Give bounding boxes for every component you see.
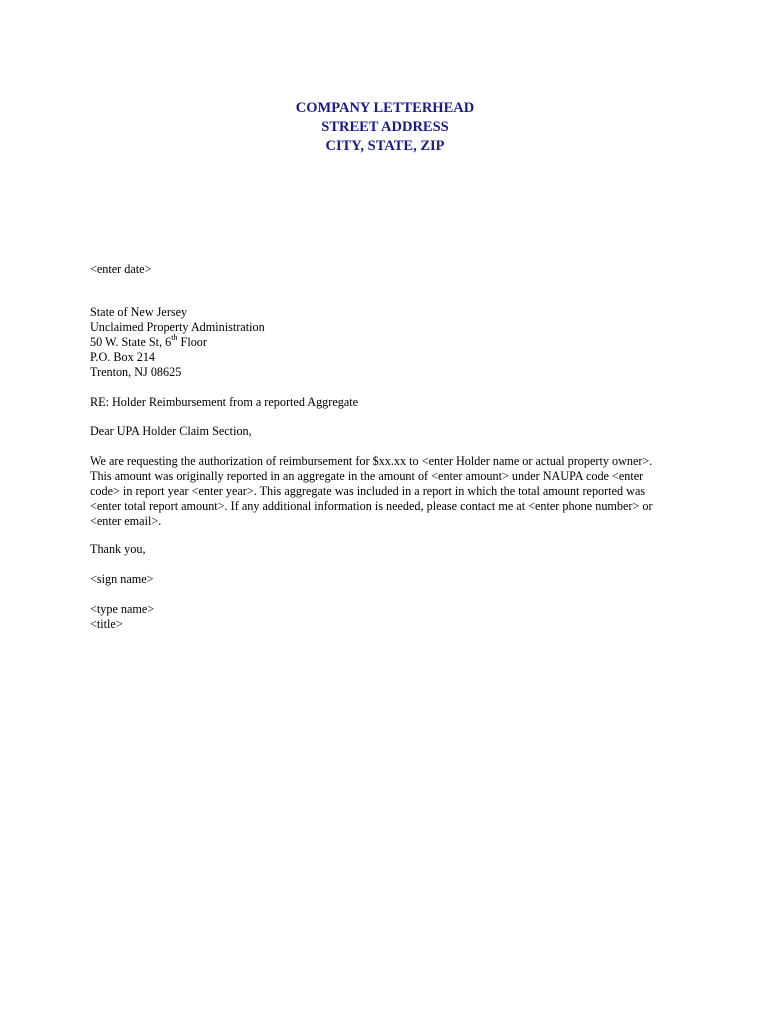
letterhead [0, 99, 770, 156]
salutation: Dear UPA Holder Claim Section, [90, 424, 252, 438]
closing: Thank you, [90, 542, 146, 556]
subject-line: RE: Holder Reimbursement from a reported Aggregate [90, 395, 359, 409]
letterhead-company: COMPANY LETTERHEAD [295, 100, 475, 116]
recipient-department: Unclaimed Property Administration [90, 320, 265, 334]
recipient-street-ordinal: th [171, 332, 178, 342]
recipient-street-prefix: 50 W. State St, 6 [90, 335, 172, 349]
recipient-street-suffix: Floor [177, 335, 207, 349]
typed-name-placeholder: <type name> [90, 602, 155, 616]
recipient-city-line: Trenton, NJ 08625 [90, 365, 182, 379]
paragraph-line: code> in report year <enter year>. This aggregate was included in a report in which the total amount reported was [90, 484, 646, 498]
letterhead-street: STREET ADDRESS [321, 119, 449, 135]
recipient-street [90, 332, 681, 350]
title-placeholder: <title> [90, 617, 123, 631]
body-paragraph [90, 454, 681, 529]
paragraph-line: <enter total report amount>. If any additional information is needed, please contact me at <enter phone number> or [90, 499, 653, 513]
recipient-name: State of New Jersey [90, 305, 188, 319]
paragraph-line: We are requesting the authorization of reimbursement for $xx.xx to <enter Holder name or actual property owner>. [90, 454, 653, 468]
recipient-address [90, 305, 681, 380]
signature-placeholder: <sign name> [90, 572, 154, 586]
paragraph-line: This amount was originally reported in an aggregate in the amount of <enter amount> under NAUPA code <enter [90, 469, 644, 483]
date-line: <enter date> [90, 262, 152, 276]
paragraph-line: <enter email>. [90, 514, 162, 528]
letterhead-city-state-zip: CITY, STATE, ZIP [325, 138, 445, 154]
recipient-po-box: P.O. Box 214 [90, 350, 156, 364]
